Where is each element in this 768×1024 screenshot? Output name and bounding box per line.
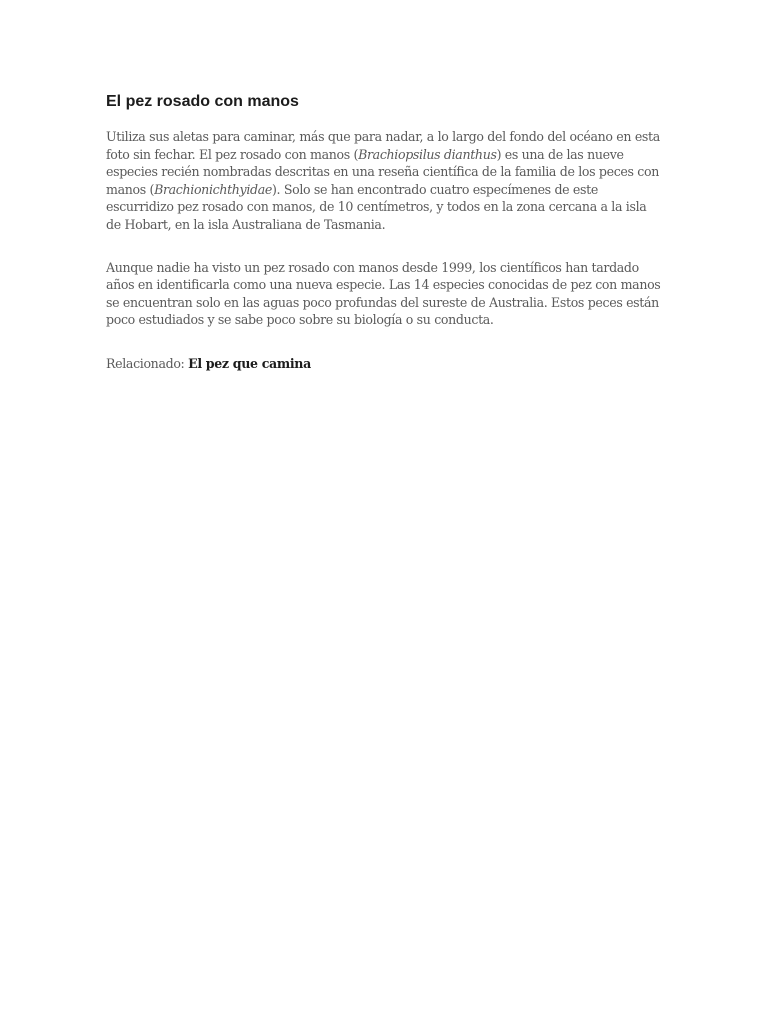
species-name: Brachiopsilus dianthus [358,146,497,162]
article-paragraph-2: Aunque nadie ha visto un pez rosado con manos desde 1999, los científicos han tardado años en identificarla como una nueva especie. Las 14 especies conocidas de pez con manos se encuentran solo en las aguas poco profundas del sureste de Australia. Estos peces están poco estudiados y se sabe poco sobre su biología o su conducta. [106,259,661,328]
paragraph-text: Utiliza sus aletas para caminar, más que para nadar, a lo largo del fondo del océano en esta foto sin fechar. El pez rosado con manos ( [106,129,660,162]
paragraph-text: ). Solo se han encontrado cuatro especímenes de este escurridizo pez rosado con manos, de 10 centímetros, y todos en la zona cercana a la isla de Hobart, en la isla Australiana de Tasmania. [106,181,647,232]
paragraph-text: ) es una de las nueve especies recién nombradas descritas en una reseña científica de la familia de los peces con manos ( [106,146,659,197]
article-paragraph-1 [106,128,662,234]
related-label: Relacionado: [106,355,189,371]
article [106,92,662,373]
family-name: Brachionichthyidae [154,181,272,197]
article-title: El pez rosado con manos [106,93,299,110]
related-line [106,355,662,373]
related-link[interactable]: El pez que camina [188,355,311,371]
